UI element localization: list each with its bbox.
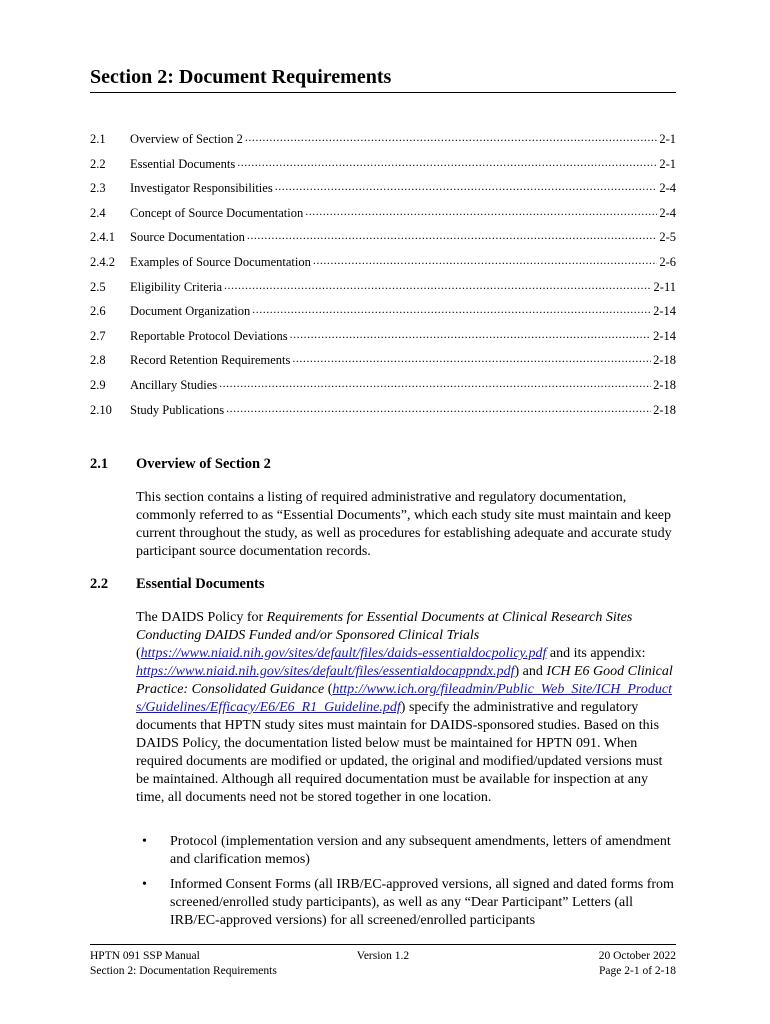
toc-number: 2.9 [90,377,106,392]
section-number: 2.2 [90,576,109,592]
toc-number: 2.6 [90,304,106,319]
text-run: and its appendix: [546,646,646,661]
policy-link[interactable]: https://www.niaid.nih.gov/sites/default/files/daids-essentialdocpolicy.pdf [140,646,547,661]
section-title: Overview of Section 2 [136,456,271,472]
text-run: ( [324,682,333,697]
table-of-contents [90,129,676,424]
footer-section-name: Section 2: Documentation Requirements [90,965,277,977]
toc-number: 2.7 [90,328,106,343]
toc-number: 2.8 [90,353,106,368]
section-number: 2.1 [90,456,109,472]
toc-label[interactable]: Source Documentation [130,230,245,245]
toc-page: 2-5 [659,230,676,245]
footer-page-number: Page 2-1 of 2-18 [599,965,676,977]
footer-manual-name: HPTN 091 SSP Manual [90,950,200,962]
bullet-icon: • [142,877,147,892]
bullet-icon: • [142,834,147,849]
page-footer [90,944,676,979]
toc-page: 2-1 [659,156,676,171]
list-item [136,876,676,930]
toc-page: 2-14 [653,304,676,319]
section-heading-2-1 [90,455,271,473]
toc-leader-dots [245,129,658,143]
toc-row[interactable] [90,252,676,277]
toc-number: 2.1 [90,132,106,146]
toc-page: 2-18 [653,402,676,417]
toc-label[interactable]: Examples of Source Documentation [130,254,311,269]
toc-row[interactable] [90,277,676,302]
toc-leader-dots [247,227,657,241]
toc-page: 2-1 [659,132,676,146]
toc-label[interactable]: Concept of Source Documentation [130,205,304,220]
toc-page: 2-18 [653,353,676,368]
list-item-text: Informed Consent Forms (all IRB/EC-approved versions, all signed and dated forms from screened/enrolled study participants), as well as any “Dear Participant” Letters (all IRB/EC-approved versions) for all screened/enrolled participants [170,877,674,928]
toc-label[interactable]: Investigator Responsibilities [130,181,273,196]
toc-page: 2-11 [653,279,676,294]
text-run: ( [136,646,141,661]
toc-leader-dots [275,178,658,192]
section-heading-2-2 [90,575,265,593]
toc-label[interactable]: Eligibility Criteria [130,279,222,294]
list-item-text: Protocol (implementation version and any subsequent amendments, letters of amendment and clarification memos) [170,834,671,867]
toc-number: 2.2 [90,156,106,171]
toc-row[interactable] [90,326,676,351]
toc-leader-dots [224,277,652,291]
toc-row[interactable] [90,375,676,400]
toc-row[interactable] [90,301,676,326]
toc-row[interactable] [90,350,676,375]
toc-row[interactable] [90,400,676,425]
toc-leader-dots [252,301,651,315]
toc-page: 2-6 [659,254,676,269]
toc-leader-dots [290,326,651,340]
toc-row[interactable] [90,203,676,228]
section-2-2-body [136,609,676,807]
footer-version: Version 1.2 [356,950,410,962]
guidance-title: ICH E6 Good Clinical Practice: Consolidated Guidance [136,664,673,697]
toc-label[interactable]: Record Retention Requirements [130,353,291,368]
text-run: The DAIDS Policy for [136,610,267,625]
text-run: ) and [514,664,547,679]
toc-label[interactable]: Essential Documents [130,156,236,171]
toc-leader-dots [305,203,657,217]
toc-leader-dots [292,350,651,364]
toc-number: 2.4.1 [90,230,115,245]
toc-leader-dots [226,400,651,414]
toc-page: 2-4 [659,181,676,196]
ich-guideline-link[interactable]: http://www.ich.org/fileadmin/Public_Web_Site/ICH_Products/Guidelines/Efficacy/E6/E6_R1_Guideline.pdf [136,682,672,715]
toc-number: 2.5 [90,279,106,294]
toc-row[interactable] [90,227,676,252]
toc-label[interactable]: Study Publications [130,402,225,417]
toc-leader-dots [237,154,657,168]
toc-number: 2.4 [90,205,106,220]
toc-leader-dots [313,252,657,266]
appendix-link[interactable]: https://www.niaid.nih.gov/sites/default/files/essentialdocappndx.pdf [136,664,515,679]
footer-date: 20 October 2022 [598,950,676,962]
page-title: Section 2: Document Requirements [90,64,676,93]
text-run: ) specify the administrative and regulatory documents that HPTN study sites must maintain for DAIDS-sponsored studies. Based on this DAIDS Policy, the documentation listed below must be maintained for HPTN 091. When required documents are modified or updated, the original and modified/updated versions must be maintained. Although all required documentation must be available for inspection at any time, all documents need not be stored together in one location. [136,700,663,805]
toc-row[interactable] [90,154,676,179]
toc-row[interactable] [90,129,676,154]
toc-row[interactable] [90,178,676,203]
toc-number: 2.4.2 [90,254,115,269]
policy-title: Requirements for Essential Documents at Clinical Research Sites Conducting DAIDS Funded and/or Sponsored Clinical Trials [136,610,633,643]
toc-number: 2.3 [90,181,106,196]
list-item [136,833,676,869]
section-title: Essential Documents [136,576,265,592]
toc-leader-dots [219,375,651,389]
toc-label[interactable]: Reportable Protocol Deviations [130,328,288,343]
section-2-1-body: This section contains a listing of required administrative and regulatory documentation, commonly referred to as “Essential Documents”, which each study site must maintain and keep current throughout the study, as well as procedures for establishing adequate and accurate study participant source documentation records. [136,490,672,559]
toc-label[interactable]: Document Organization [130,304,251,319]
toc-page: 2-4 [659,205,676,220]
toc-label[interactable]: Ancillary Studies [130,377,218,392]
toc-label[interactable]: Overview of Section 2 [130,132,243,146]
toc-number: 2.10 [90,402,112,417]
toc-page: 2-18 [653,377,676,392]
toc-page: 2-14 [653,328,676,343]
